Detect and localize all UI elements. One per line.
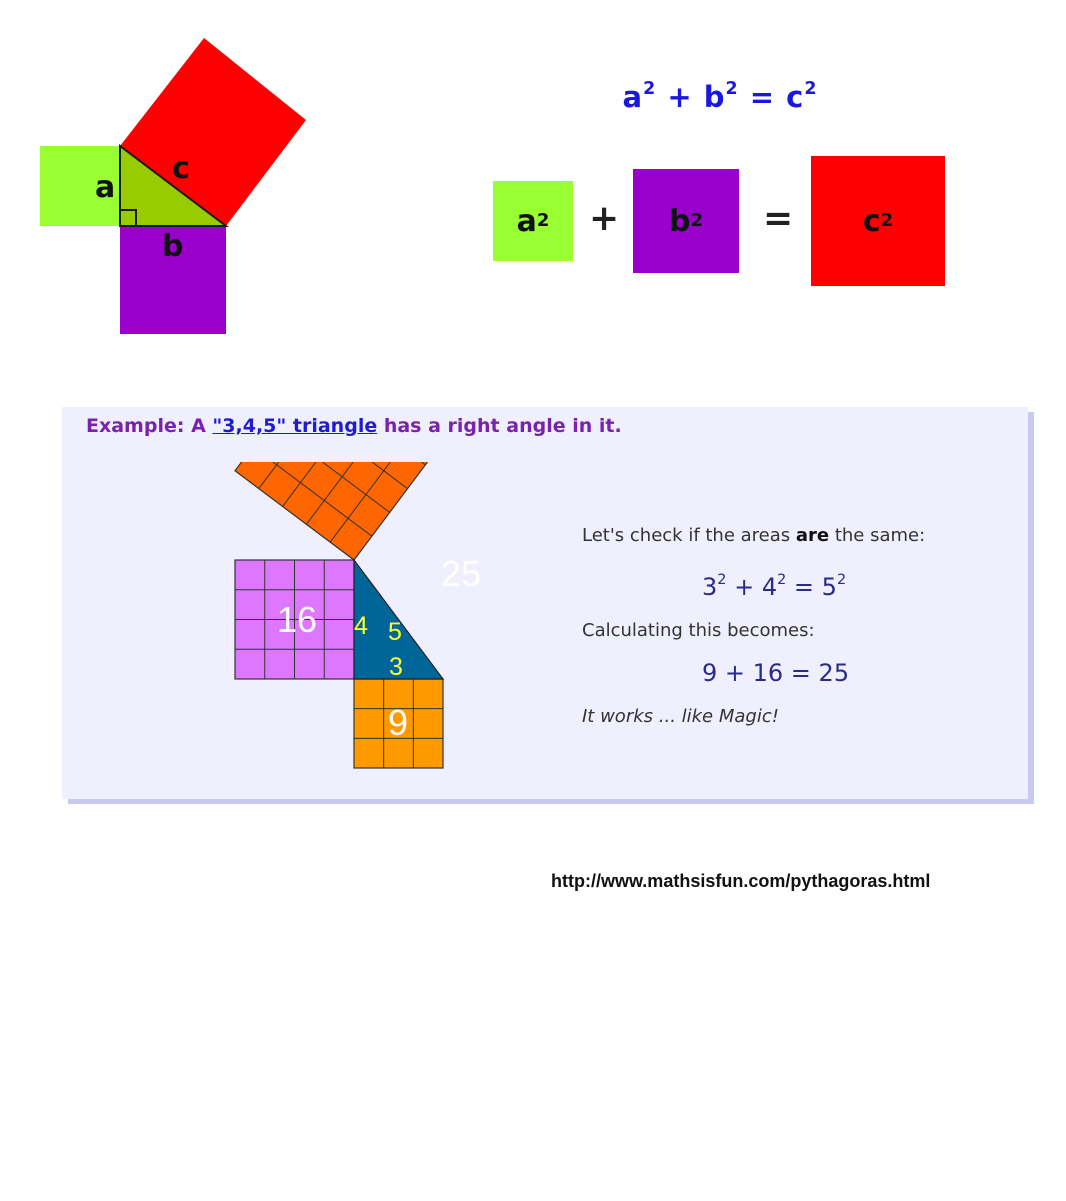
formula-square-a: a 2 — [493, 181, 573, 261]
area-label-9: 9 — [387, 702, 409, 743]
formula-title — [560, 80, 880, 114]
magic-text: It works ... like Magic! — [582, 706, 779, 727]
eq1-exp-b: 2 — [777, 572, 787, 589]
eq1-exp-a: 2 — [717, 572, 727, 589]
formula-title-exp-c: 2 — [804, 78, 818, 99]
eq1-plus: + — [734, 573, 755, 601]
formula-square-a-base: a — [516, 203, 537, 239]
side-label-b: b — [162, 229, 184, 264]
formula-square-c-base: c — [862, 203, 881, 239]
eq1-a: 3 — [702, 573, 718, 601]
side-label-5: 5 — [388, 618, 402, 646]
check-text-bold: are — [795, 525, 830, 546]
formula-square-b: b 2 — [633, 169, 739, 273]
side-label-4: 4 — [354, 612, 368, 640]
example-diagram — [225, 462, 570, 777]
check-text — [582, 525, 925, 546]
formula-title-a: a — [622, 80, 644, 114]
area-label-16: 16 — [276, 599, 318, 640]
example-heading-prefix: Example: A — [86, 415, 213, 437]
formula-title-exp-b: 2 — [725, 78, 739, 99]
eq1-exp-c: 2 — [836, 572, 847, 589]
eq1-b: 4 — [761, 573, 778, 601]
area-label-25: 25 — [440, 553, 482, 594]
example-heading-suffix: has a right angle in it. — [377, 415, 622, 437]
square-25 — [235, 462, 443, 560]
example-heading — [86, 415, 622, 437]
eq1-c: 5 — [821, 573, 837, 601]
equation-values: 9 + 16 = 25 — [702, 659, 850, 687]
check-text-post: the same: — [829, 525, 926, 546]
formula-title-plus: + — [667, 80, 693, 114]
formula-square-b-base: b — [668, 203, 691, 239]
side-label-a: a — [95, 170, 116, 205]
side-label-3: 3 — [389, 653, 403, 681]
formula-title-equals: = — [749, 80, 776, 114]
eq1-equals: = — [793, 573, 815, 601]
pythagoras-diagram — [0, 0, 330, 345]
triangle-link[interactable]: "3,4,5" triangle — [212, 415, 378, 437]
check-text-pre: Let's check if the areas — [582, 525, 796, 546]
side-label-c: c — [172, 151, 190, 186]
source-url: http://www.mathsisfun.com/pythagoras.html — [551, 871, 931, 891]
formula-title-b: b — [703, 80, 726, 114]
formula-title-c: c — [786, 80, 805, 114]
formula-plus: + — [589, 198, 620, 239]
formula-equals: = — [763, 198, 794, 239]
formula-title-exp-a: 2 — [643, 78, 657, 99]
calculating-text: Calculating this becomes: — [582, 620, 815, 641]
formula-square-c: c 2 — [811, 156, 945, 286]
equation-squares — [702, 573, 846, 601]
